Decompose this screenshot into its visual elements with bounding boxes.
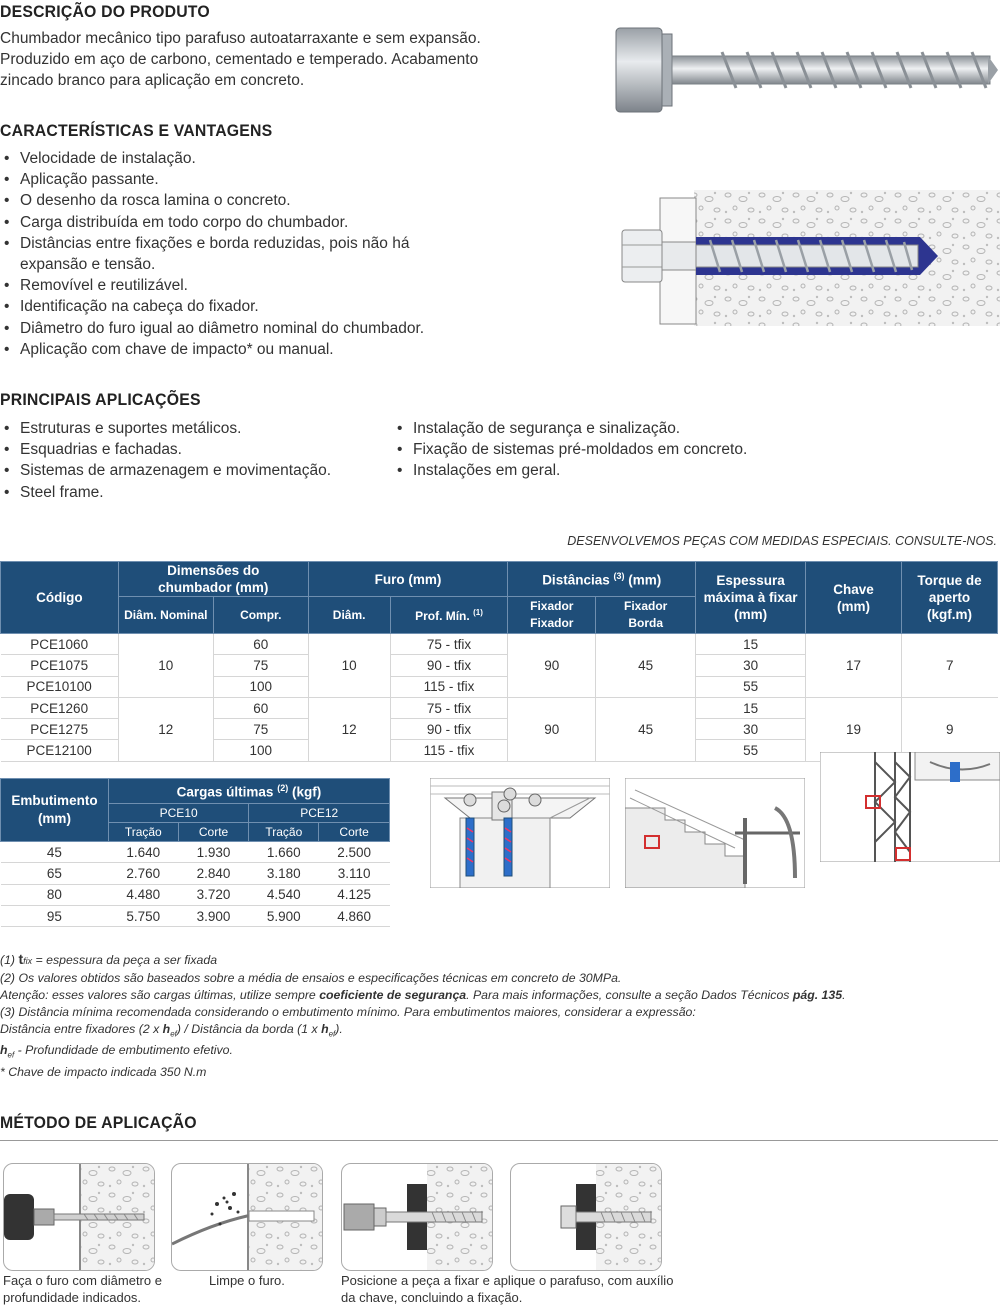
table-row: PCE1075 75 90 - tfix 30: [1, 655, 998, 676]
col-chave: Chave (mm): [806, 562, 902, 634]
special-note: DESENVOLVEMOS PEÇAS COM MEDIDAS ESPECIAIS. CONSULTE-NOS.: [567, 534, 997, 548]
footnote-star: * Chave de impacto indicada 350 N.m: [0, 1064, 207, 1079]
footnote-3-expression: Distância entre fixadores (2 x $h_{ef}$) / Distância da borda (1 x $h_{ef}$).: [0, 1022, 343, 1039]
table-row: 95 5.750 3.900 5.900 4.860: [1, 905, 390, 926]
step-1-illustration: [3, 1163, 155, 1271]
col-compr: Compr.: [213, 597, 308, 634]
col-furo: Furo (mm): [308, 562, 508, 597]
col-torque: Torque de aperto (kgf.m): [901, 562, 997, 634]
table-row: 65 2.760 2.840 3.180 3.110: [1, 863, 390, 884]
table-row: PCE10100 100 115 - tfix 55: [1, 676, 998, 697]
list-item: • Distâncias entre fixações e borda reduzidas, pois não há expansão e tensão.: [0, 233, 450, 275]
list-item: • Fixação de sistemas pré-moldados em concreto.: [393, 439, 813, 460]
list-item: • Esquadrias e fachadas.: [0, 439, 390, 460]
list-item: • Instalação de segurança e sinalização.: [393, 418, 813, 439]
col-prof-min: Prof. Mín. $^{(1)}$: [390, 597, 508, 634]
footnote-1: (1) tfix = espessura da peça a ser fixada: [0, 951, 218, 967]
col-distancias: Distâncias $^{(3)}$ (mm): [508, 562, 696, 597]
col-embutimento: Embutimento (mm): [1, 779, 109, 842]
list-item: • Identificação na cabeça do fixador.: [0, 296, 450, 317]
footnote-attention: Atenção: esses valores são cargas últimas, utilize sempre coeficiente de segurança. Para mais informações, consulte a seção Dados Técnicos pág. 135.: [0, 988, 846, 1002]
col-tracao: Tração: [108, 823, 178, 842]
table-row: PCE12100 100 115 - tfix 55: [1, 740, 998, 761]
drill-icon: [4, 1194, 34, 1240]
list-item: • Diâmetro do furo igual ao diâmetro nominal do chumbador.: [0, 318, 450, 339]
list-item: • Steel frame.: [0, 482, 390, 503]
anchor-section-illustration: [620, 190, 1000, 326]
load-table: [0, 778, 390, 927]
table-row: 45 1.640 1.930 1.660 2.500: [1, 842, 390, 863]
footnotes: [0, 951, 846, 1081]
list-item: • Aplicação passante.: [0, 169, 450, 190]
col-espessura: Espessura máxima à fixar (mm): [696, 562, 806, 634]
step-2-illustration: [171, 1163, 323, 1271]
list-item: • Aplicação com chave de impacto* ou manual.: [0, 339, 450, 360]
step-1-text: Faça o furo com diâmetro e profundidade indicados.: [3, 1273, 162, 1305]
col-dimensoes: Dimensões do chumbador (mm): [118, 562, 308, 597]
step-3-text: Posicione a peça a fixar e aplique o parafuso, com auxílio da chave, concluindo a fixação.: [341, 1273, 674, 1305]
wrench-icon: [344, 1204, 374, 1230]
anchor-bolt-photo: [612, 22, 1000, 118]
list-item: • Estruturas e suportes metálicos.: [0, 418, 390, 439]
list-item: • Instalações em geral.: [393, 460, 813, 481]
col-pce10: PCE10: [108, 804, 249, 823]
list-item: • Velocidade de instalação.: [0, 148, 450, 169]
col-corte: Corte: [178, 823, 249, 842]
steel-frame-illustration: [430, 778, 610, 888]
step-3b-illustration: [510, 1163, 662, 1271]
list-item: • Carga distribuída em todo corpo do chumbador.: [0, 212, 450, 233]
applications-list-right: [393, 418, 813, 482]
table-row: PCE1060 10 60 10 75 - tfix 90 45 15 17 7: [1, 634, 998, 655]
col-pce12: PCE12: [249, 804, 390, 823]
product-description: Chumbador mecânico tipo parafuso autoatarraxante e sem expansão. Produzido em aço de carbono, cementado e temperado. Acabamento zincado branco para aplicação em concreto.: [0, 30, 481, 89]
applications-heading: PRINCIPAIS APLICAÇÕES: [0, 390, 201, 409]
list-item: • O desenho da rosca lamina o concreto.: [0, 190, 450, 211]
col-fixador-fixador: Fixador Fixador: [508, 597, 596, 634]
col-codigo: Código: [1, 562, 119, 634]
applications-list-left: [0, 418, 390, 503]
method-heading: MÉTODO DE APLICAÇÃO: [0, 1113, 197, 1132]
col-cargas: Cargas últimas $^{(2)}$ (kgf): [108, 779, 389, 804]
dimensions-table: [0, 561, 998, 762]
features-list: [0, 148, 450, 360]
list-item: • Removível e reutilizável.: [0, 275, 450, 296]
product-heading: DESCRIÇÃO DO PRODUTO: [0, 2, 210, 21]
col-corte: Corte: [319, 823, 390, 842]
table-row: 80 4.480 3.720 4.540 4.125: [1, 884, 390, 905]
table-row: PCE1260 12 60 12 75 - tfix 90 45 15 19 9: [1, 697, 998, 718]
step-2-text: Limpe o furo.: [209, 1273, 285, 1288]
col-tracao: Tração: [249, 823, 319, 842]
stair-railing-illustration: [625, 778, 805, 888]
col-diam: Diâm.: [308, 597, 390, 634]
footnote-hef: $h_{ef}$ - Profundidade de embutimento efetivo.: [0, 1043, 233, 1060]
features-heading: CARACTERÍSTICAS E VANTAGENS: [0, 121, 273, 140]
col-fixador-borda: Fixador Borda: [596, 597, 696, 634]
footnote-3: (3) Distância mínima recomendada considerando o embutimento mínimo. Para embutimentos maiores, considerar a expressão:: [0, 1005, 696, 1019]
divider: [0, 1140, 998, 1141]
list-item: • Sistemas de armazenagem e movimentação.: [0, 460, 390, 481]
rack-structure-illustration: [820, 752, 1000, 862]
col-diam-nominal: Diâm. Nominal: [118, 597, 213, 634]
footnote-2: (2) Os valores obtidos são baseados sobre a média de ensaios e especificações técnicas em concreto de 30MPa.: [0, 971, 622, 985]
table-row: PCE1275 75 90 - tfix 30: [1, 719, 998, 740]
step-3a-illustration: [341, 1163, 493, 1271]
